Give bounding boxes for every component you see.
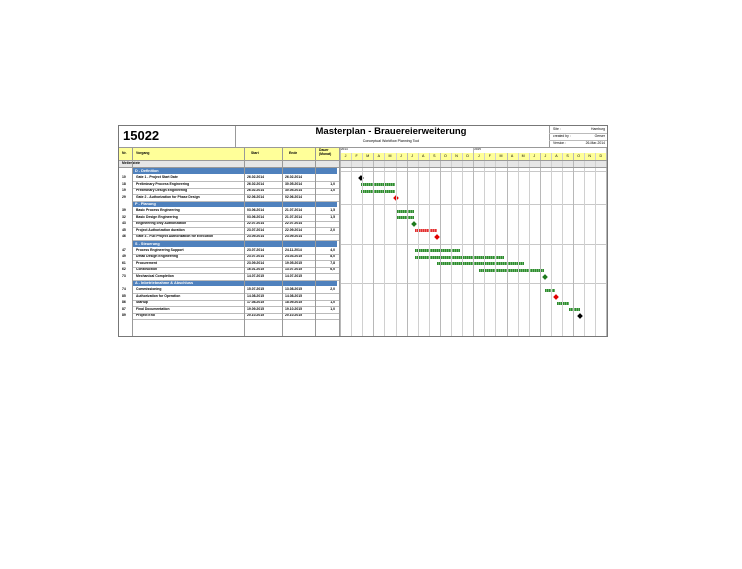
milestone-rule (119, 167, 607, 168)
month-label: A (510, 154, 514, 158)
row-line (132, 313, 339, 314)
task-duration: 1,5 (330, 208, 335, 212)
task-end: 21.07.2014 (285, 214, 302, 219)
task-duration: 1,0 (330, 300, 335, 304)
task-nr: 46 (122, 234, 126, 238)
col-dauer: Dauer (Monat) (319, 148, 332, 156)
task-nr: 29 (122, 194, 126, 199)
task-nr: 62 (122, 267, 126, 271)
month-gridline (518, 153, 519, 336)
task-end: 22.09.2014 (285, 227, 302, 232)
task-nr: 74 (122, 287, 126, 291)
row-line (132, 201, 339, 202)
month-gridline (595, 153, 596, 336)
month-label: A (422, 154, 425, 158)
meta-label: Site : (553, 127, 561, 131)
task-duration: 1,0 (330, 181, 335, 186)
task-end: 30.05.2014 (285, 188, 302, 192)
col-vorgang: Vorgang (136, 151, 150, 155)
task-nr: 89 (122, 313, 126, 317)
row-line (132, 194, 339, 195)
title-divider (235, 126, 236, 147)
task-nr: 39 (122, 208, 126, 212)
task-start: 23.09.2014 (247, 234, 264, 238)
month-label: J (411, 154, 414, 158)
month-label: A (555, 154, 558, 158)
month-label: J (544, 154, 547, 158)
task-start: 14.07.2015 (247, 273, 264, 278)
phase-header: P - Planung (132, 201, 337, 207)
task-name: Preliminary Design Engineering (136, 188, 188, 192)
row-line (132, 260, 339, 261)
task-start: 22.07.2014 (247, 221, 264, 225)
task-start: 23.07.2014 (247, 254, 264, 258)
columns-rule (119, 160, 607, 161)
row-line (132, 280, 339, 281)
row-line (132, 293, 339, 294)
task-start: 20.10.2015 (247, 313, 264, 317)
task-name: Project End (136, 313, 155, 317)
month-gridline (562, 153, 563, 336)
gantt-bar (479, 269, 544, 272)
task-end: 19.10.2015 (285, 306, 302, 311)
task-duration: 1,0 (330, 188, 335, 192)
month-gridline (495, 153, 496, 336)
month-gridline (340, 147, 341, 336)
task-end: 26.02.2014 (285, 175, 302, 179)
task-nr: 73 (122, 273, 126, 278)
project-number: 15022 (123, 128, 160, 143)
month-label: O (577, 154, 581, 158)
task-end: 13.07.2015 (285, 267, 302, 271)
row-line (132, 319, 339, 320)
task-nr: 87 (122, 306, 126, 311)
row-line (132, 300, 339, 301)
task-start: 23.07.2014 (247, 247, 264, 252)
gantt-bar (397, 216, 415, 219)
month-gridline (507, 153, 508, 336)
task-name: Gate 1 - Project Start Date (136, 175, 178, 179)
month-gridline (396, 153, 397, 336)
row-line (132, 234, 339, 235)
month-label: J (344, 154, 347, 158)
column-header-row (119, 147, 339, 160)
month-label: J (533, 154, 536, 158)
row-line (132, 227, 339, 228)
task-name: Construction (136, 267, 158, 271)
meta-value: Hamburg (591, 127, 605, 131)
task-start: 16.01.2015 (247, 267, 264, 271)
task-start: 23.07.2014 (247, 227, 264, 232)
task-nr: 47 (122, 247, 126, 252)
task-end: 24.03.2015 (285, 254, 302, 258)
task-duration: 7,8 (330, 260, 335, 265)
month-label: J (477, 154, 480, 158)
milestone-diamond (412, 221, 418, 227)
meta-label: Version : (553, 141, 567, 145)
month-label: A (377, 154, 381, 158)
month-gridline (573, 153, 574, 336)
month-gridline (373, 153, 374, 336)
month-label: M (499, 154, 503, 158)
row-line (132, 267, 339, 268)
month-label: O (444, 154, 447, 158)
month-gridline (429, 153, 430, 336)
task-name: Preliminary Process Engineering (136, 181, 190, 186)
phase-header: A - Inbetriebnahme & Abschluss (132, 280, 337, 286)
task-nr: 10 (122, 175, 126, 179)
task-name: Startup (136, 300, 148, 304)
task-start: 26.02.2014 (247, 181, 264, 186)
task-name: Project Authorization duration (136, 227, 185, 232)
month-gridline (462, 153, 463, 336)
task-end: 02.06.2014 (285, 194, 302, 199)
task-start: 19.09.2015 (247, 306, 264, 311)
row-line (132, 273, 339, 274)
month-label: M (366, 154, 370, 158)
month-label: D (466, 154, 469, 158)
month-label: F (355, 154, 358, 158)
month-gridline (362, 153, 363, 336)
month-gridline (384, 153, 385, 336)
row-line (132, 188, 339, 189)
milestone-row-label: Meilenstein (122, 161, 141, 165)
page-subtitle: Conceptual Workflow Planning Tool (362, 139, 420, 143)
task-start: 14.08.2015 (247, 293, 264, 298)
task-end: 20.10.2015 (285, 313, 302, 317)
task-start: 02.06.2014 (247, 194, 264, 199)
year-label: 2014 (341, 147, 348, 151)
page-title: Masterplan - Brauereierweiterung (315, 126, 467, 137)
year-label: 2015 (474, 147, 481, 151)
month-label: S (566, 154, 569, 158)
row-line (132, 181, 339, 182)
task-end: 30.05.2014 (285, 181, 302, 186)
meta-value: 26-Mar-2014 (585, 141, 605, 145)
month-label: M (388, 154, 392, 158)
col-ende: Ende (289, 151, 298, 155)
task-nr: 45 (122, 227, 126, 232)
month-gridline (473, 147, 474, 336)
month-gridline (451, 153, 452, 336)
month-gridline (606, 147, 607, 336)
gantt-bar (361, 183, 395, 186)
month-label: J (400, 154, 402, 158)
task-start: 03.06.2014 (247, 214, 264, 219)
month-gridline (484, 153, 485, 336)
row-line (132, 214, 339, 215)
meta-rule (549, 140, 607, 141)
col-vorgang-divider (244, 147, 245, 336)
month-gridline (551, 153, 552, 336)
meta-value: Oerser (594, 134, 605, 138)
task-nr: 18 (122, 181, 126, 186)
col-ende-divider (315, 147, 316, 336)
month-gridline (407, 153, 408, 336)
task-name: Mechanical Completion (136, 273, 174, 278)
task-nr: 19 (122, 188, 126, 192)
task-start: 15.07.2015 (247, 287, 264, 291)
task-end: 19.05.2015 (285, 260, 302, 265)
row-line (132, 306, 339, 307)
task-name: Procurement (136, 260, 157, 265)
task-end: 18.09.2015 (285, 300, 302, 304)
milestone-diamond (553, 294, 559, 300)
gantt-bar (415, 249, 460, 252)
month-label: M (521, 154, 525, 158)
meta-label: created by : (553, 134, 571, 138)
col-start-divider (282, 147, 283, 336)
month-gridline (540, 153, 541, 336)
row-line (132, 221, 339, 222)
milestone-diamond (577, 313, 583, 319)
task-end: 21.07.2014 (285, 208, 302, 212)
task-name: Basic Design Engineering (136, 214, 178, 219)
task-start: 03.06.2014 (247, 208, 264, 212)
task-start: 26.02.2014 (247, 175, 264, 179)
task-end: 22.07.2014 (285, 221, 302, 225)
month-label: N (588, 154, 592, 158)
col-nr-divider (132, 147, 133, 336)
task-duration: 4,0 (330, 247, 335, 252)
task-nr: 85 (122, 293, 126, 298)
task-name: Commissioning (136, 287, 162, 291)
task-start: 17.08.2015 (247, 300, 264, 304)
task-name: Detail Design Engineering (136, 254, 179, 258)
gantt-sheet (118, 125, 608, 337)
task-name: Authorization for Operation (136, 293, 181, 298)
meta-divider (549, 126, 550, 147)
task-nr: 32 (122, 214, 126, 219)
task-name: Final Documentation (136, 306, 170, 311)
task-end: 14.07.2015 (285, 273, 302, 278)
month-gridline (529, 153, 530, 336)
task-start: 23.09.2014 (247, 260, 264, 265)
col-start: Start (251, 151, 259, 155)
header-rule (119, 147, 607, 148)
phase-header: D - Definition (132, 168, 337, 174)
task-end: 14.08.2015 (285, 293, 302, 298)
task-duration: 2,0 (330, 227, 335, 232)
month-gridline (351, 153, 352, 336)
row-line (132, 254, 339, 255)
task-nr: 61 (122, 260, 126, 265)
month-gridline (440, 153, 441, 336)
task-end: 13.08.2015 (285, 287, 302, 291)
task-duration: 1,5 (330, 214, 335, 219)
meta-rule (549, 133, 607, 134)
task-duration: 1,0 (330, 306, 335, 311)
task-start: 26.02.2014 (247, 188, 264, 192)
gantt-bar (397, 210, 415, 213)
task-nr: 86 (122, 300, 126, 304)
col-nr: Nr. (122, 151, 127, 155)
milestone-diamond (542, 274, 548, 280)
task-name: Gate 3 - Full Project Authorization for Execution (136, 234, 214, 238)
task-nr: 49 (122, 254, 126, 258)
row-line (132, 240, 339, 241)
task-name: Process Engineering Support (136, 247, 184, 252)
task-duration: 6,0 (330, 267, 335, 271)
phase-header: S - Steuerung (132, 241, 337, 247)
task-duration: 2,0 (330, 287, 335, 291)
task-nr: 43 (122, 221, 126, 225)
task-name: Gate 2 - Authorization for Phase Design (136, 194, 200, 199)
task-duration: 8,0 (330, 254, 335, 258)
month-gridline (418, 153, 419, 336)
month-label: S (433, 154, 436, 158)
month-label: D (599, 154, 603, 158)
gantt-bar (569, 308, 580, 311)
gantt-bar (361, 190, 395, 193)
task-end: 24.11.2014 (285, 247, 302, 252)
month-label: F (488, 154, 491, 158)
month-gridline (584, 153, 585, 336)
task-end: 23.09.2014 (285, 234, 302, 238)
task-name: Basic Process Engineering (136, 208, 180, 212)
task-name: Engineering only Authorization (136, 221, 187, 225)
month-label: N (455, 154, 458, 158)
